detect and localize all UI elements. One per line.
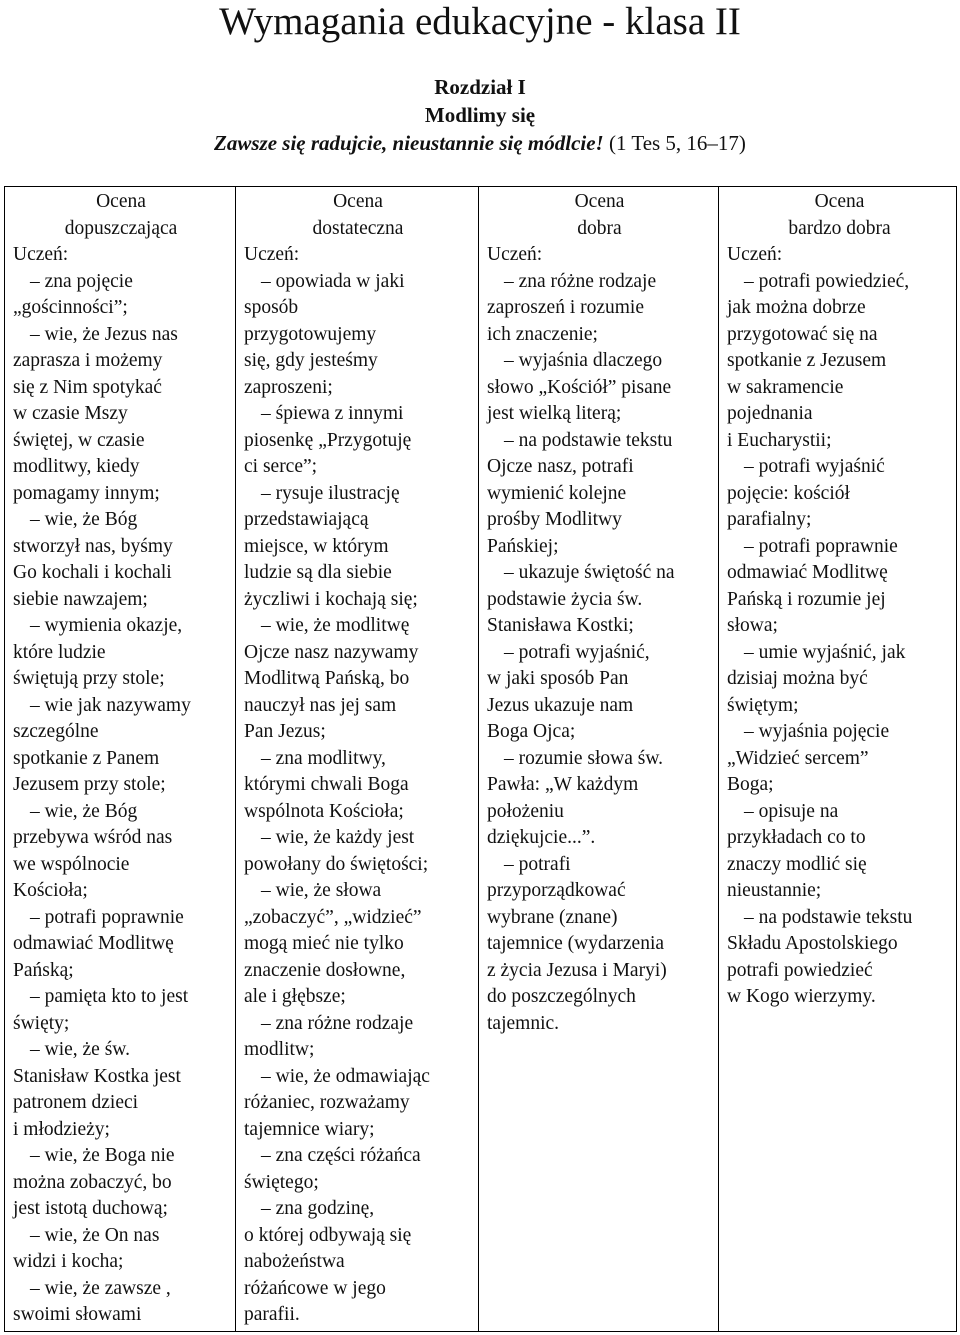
- requirement-line: nauczył nas jej sam: [244, 694, 397, 716]
- requirement-line: – wie jak nazywamy: [30, 694, 191, 716]
- requirement-line: – wyjaśnia pojęcie: [744, 721, 890, 742]
- requirement-line: prośby Modlitwy: [487, 509, 622, 530]
- grade-heading-line: Ocena: [333, 191, 383, 212]
- requirement-line: odmawiać Modlitwę: [13, 933, 174, 954]
- requirement-line: „gościnności”;: [13, 297, 128, 318]
- requirement-line: przygotowujemy: [244, 323, 377, 345]
- requirement-line: – rysuje ilustrację: [261, 482, 400, 504]
- column-grade-very-good: [719, 187, 958, 1331]
- grade-heading-line: Ocena: [814, 191, 865, 212]
- requirement-line: i młodzieży;: [13, 1118, 110, 1140]
- requirement-line: odmawiać Modlitwę: [727, 562, 888, 583]
- requirement-line: przebywa wśród nas: [13, 827, 173, 848]
- requirement-line: – wie, że odmawiając: [261, 1065, 430, 1087]
- requirement-line: – wie, że zawsze ,: [30, 1277, 171, 1299]
- requirement-line: świętym;: [727, 694, 799, 716]
- requirement-line: – opisuje na: [744, 800, 839, 822]
- requirement-line: Kościoła;: [13, 880, 88, 901]
- requirement-line: stworzył nas, byśmy: [13, 535, 173, 557]
- requirement-line: – wie, że Boga nie: [30, 1145, 175, 1166]
- requirement-line: Składu Apostolskiego: [727, 933, 898, 954]
- requirement-line: Modlitwą Pańską, bo: [244, 668, 410, 689]
- requirement-line: – potrafi poprawnie: [744, 535, 898, 557]
- requirement-line: podstawie życia św.: [487, 588, 643, 610]
- requirement-line: różaniec, rozważamy: [244, 1092, 410, 1113]
- requirement-line: – potrafi: [504, 853, 571, 875]
- requirement-line: Pańskiej;: [487, 535, 559, 557]
- student-label: Uczeń:: [727, 244, 783, 265]
- requirement-line: dziękujcie...”.: [487, 827, 596, 848]
- requirement-line: w czasie Mszy: [13, 403, 128, 424]
- requirement-line: święty;: [13, 1012, 70, 1034]
- requirement-line: – wie, że słowa: [261, 880, 382, 901]
- requirement-line: – potrafi wyjaśnić: [744, 456, 885, 477]
- requirement-line: Ojcze nasz, potrafi: [487, 456, 634, 477]
- grade-heading-line: bardzo dobra: [788, 217, 891, 239]
- column-grade-satisfactory: [236, 187, 479, 1331]
- student-label: Uczeń:: [13, 244, 69, 265]
- requirement-line: życzliwi i kochają się;: [244, 588, 418, 610]
- requirement-line: położeniu: [487, 800, 564, 822]
- requirement-line: do poszczególnych: [487, 986, 636, 1007]
- requirement-line: ale i głębsze;: [244, 986, 346, 1007]
- grade-heading-line: dobra: [577, 217, 622, 239]
- requirement-line: z życia Jezusa i Maryi): [487, 959, 667, 981]
- column-grade-sufficient: [5, 187, 236, 1331]
- requirement-line: zaprasza i możemy: [13, 350, 163, 371]
- requirement-line: potrafi powiedzieć: [727, 959, 873, 981]
- requirement-line: można zobaczyć, bo: [13, 1171, 172, 1193]
- requirement-line: jest wielką literą;: [487, 403, 622, 424]
- requirement-line: Pan Jezus;: [244, 721, 326, 742]
- requirement-line: parafialny;: [727, 509, 812, 530]
- page-title: Wymagania edukacyjne - klasa II: [219, 0, 741, 43]
- requirement-line: mogą mieć nie tylko: [244, 933, 404, 954]
- requirement-line: Pawła: „W każdym: [487, 774, 639, 795]
- requirement-line: Go kochali i kochali: [13, 562, 172, 583]
- student-label: Uczeń:: [244, 244, 300, 265]
- requirement-line: Stanisława Kostki;: [487, 615, 634, 636]
- student-label: Uczeń:: [487, 244, 543, 265]
- requirement-line: – potrafi powiedzieć,: [744, 270, 910, 292]
- requirement-line: widzi i kocha;: [13, 1251, 124, 1272]
- requirement-line: – umie wyjaśnić, jak: [744, 641, 906, 663]
- requirement-line: spotkanie z Jezusem: [727, 350, 887, 371]
- requirement-line: ich znaczenie;: [487, 323, 598, 345]
- requirement-line: szczególne: [13, 721, 99, 742]
- requirement-line: nabożeństwa: [244, 1251, 345, 1272]
- requirement-line: – potrafi poprawnie: [30, 906, 184, 928]
- motto-reference: (1 Tes 5, 16–17): [608, 131, 746, 155]
- requirement-line: zaproszeni;: [244, 376, 333, 398]
- requirement-line: modlitwy, kiedy: [13, 456, 140, 477]
- requirement-line: się z Nim spotykać: [13, 376, 162, 398]
- requirement-line: powołany do świętości;: [244, 853, 429, 875]
- requirement-line: miejsce, w którym: [244, 535, 389, 557]
- requirement-line: Boga Ojca;: [487, 721, 576, 742]
- grade-heading-line: dopuszczająca: [64, 217, 178, 239]
- requirement-line: „Widzieć sercem”: [727, 747, 869, 769]
- requirement-line: spotkanie z Panem: [13, 747, 160, 769]
- grade-heading-line: dostateczna: [312, 217, 404, 239]
- requirement-line: znaczy modlić się: [727, 853, 867, 875]
- requirement-line: pojednania: [727, 403, 813, 424]
- requirement-line: – wie, że Jezus nas: [30, 323, 178, 345]
- requirement-line: swoimi słowami: [13, 1304, 142, 1325]
- requirement-line: przykładach co to: [727, 827, 866, 848]
- requirement-line: wybrane (znane): [487, 906, 618, 928]
- requirement-line: – na podstawie tekstu: [744, 906, 913, 928]
- column-grade-good: [479, 187, 719, 1331]
- requirement-line: różańcowe w jego: [244, 1277, 386, 1299]
- requirement-line: modlitw;: [244, 1039, 315, 1060]
- requirement-line: Pańską;: [13, 959, 74, 981]
- requirement-line: – rozumie słowa św.: [504, 747, 664, 769]
- requirement-line: Stanisław Kostka jest: [13, 1065, 181, 1087]
- motto-text: Zawsze się radujcie, nieustannie się módlcie!: [214, 131, 604, 155]
- requirement-line: Ojcze nasz nazywamy: [244, 641, 419, 663]
- requirement-line: Jezusem przy stole;: [13, 774, 166, 795]
- chapter-label: Rozdział I: [434, 75, 526, 99]
- requirement-line: świętego;: [244, 1171, 319, 1193]
- requirement-line: Jezus ukazuje nam: [487, 694, 634, 716]
- requirement-line: – wie, że Bóg: [30, 509, 138, 530]
- requirements-table: [4, 186, 957, 1332]
- requirement-line: w Kogo wierzymy.: [727, 986, 876, 1007]
- requirement-line: – wymienia okazje,: [30, 615, 183, 636]
- requirement-line: i Eucharystii;: [727, 429, 832, 451]
- requirement-line: wspólnota Kościoła;: [244, 800, 404, 822]
- requirement-line: o której odbywają się: [244, 1224, 412, 1246]
- requirement-line: – wie, że św.: [30, 1039, 130, 1060]
- requirement-line: – potrafi wyjaśnić,: [504, 641, 650, 663]
- grade-heading-line: Ocena: [96, 191, 146, 212]
- requirement-line: – śpiewa z innymi: [261, 403, 404, 424]
- requirement-line: piosenkę „Przygotuję: [244, 429, 412, 451]
- requirement-line: – zna modlitwy,: [261, 747, 386, 769]
- requirement-line: jak można dobrze: [727, 297, 866, 318]
- requirement-line: się, gdy jesteśmy: [244, 350, 378, 371]
- requirement-line: we wspólnocie: [13, 853, 130, 875]
- requirement-line: – zna godzinę,: [261, 1198, 375, 1219]
- requirement-line: którymi chwali Boga: [244, 774, 409, 795]
- motto: [0, 129, 960, 157]
- requirement-line: tajemnic.: [487, 1012, 560, 1034]
- grade-heading-line: Ocena: [574, 191, 625, 212]
- requirement-line: zaproszeń i rozumie: [487, 297, 645, 318]
- requirement-line: patronem dzieci: [13, 1092, 139, 1113]
- requirement-line: słowa;: [727, 615, 778, 636]
- requirement-line: Pańską i rozumie jej: [727, 588, 886, 610]
- requirement-line: – zna części różańca: [261, 1145, 421, 1166]
- requirement-line: przyporządkować: [487, 880, 626, 901]
- requirement-line: – zna różne rodzaje: [261, 1012, 414, 1034]
- requirement-line: jest istotą duchową;: [13, 1198, 168, 1219]
- requirement-line: ci serce”;: [244, 456, 318, 477]
- requirement-line: nieustannie;: [727, 880, 822, 901]
- requirement-line: „zobaczyć”, „widzieć”: [244, 906, 422, 928]
- requirement-line: które ludzie: [13, 641, 106, 663]
- requirement-line: – ukazuje świętość na: [504, 562, 675, 583]
- requirement-line: – wie, że modlitwę: [261, 615, 410, 636]
- requirement-line: świętej, w czasie: [13, 429, 145, 451]
- requirement-line: sposób: [244, 297, 299, 318]
- requirement-line: – opowiada w jaki: [261, 270, 405, 292]
- requirement-line: znaczenie dosłowne,: [244, 959, 406, 981]
- requirement-line: dzisiaj można być: [727, 668, 868, 689]
- requirement-line: świętują przy stole;: [13, 668, 165, 689]
- requirement-line: – zna różne rodzaje: [504, 270, 657, 292]
- requirement-line: tajemnice (wydarzenia: [487, 933, 665, 954]
- requirement-line: – wie, że Bóg: [30, 800, 138, 822]
- requirement-line: parafii.: [244, 1304, 300, 1325]
- requirement-line: przedstawiającą: [244, 509, 369, 530]
- requirement-line: wymienić kolejne: [487, 482, 627, 504]
- requirement-line: Boga;: [727, 774, 774, 795]
- requirement-line: słowo „Kościół” pisane: [487, 376, 672, 398]
- requirement-line: przygotować się na: [727, 323, 878, 345]
- requirement-line: pojęcie: kościół: [727, 482, 850, 504]
- requirement-line: – na podstawie tekstu: [504, 429, 673, 451]
- requirement-line: w sakramencie: [727, 376, 844, 398]
- requirement-line: pomagamy innym;: [13, 482, 160, 504]
- requirement-line: siebie nawzajem;: [13, 588, 148, 610]
- requirement-line: – wie, że On nas: [30, 1224, 160, 1246]
- requirement-line: – pamięta kto to jest: [30, 986, 189, 1007]
- requirement-line: tajemnice wiary;: [244, 1118, 375, 1140]
- requirement-line: – wyjaśnia dlaczego: [504, 350, 663, 371]
- requirement-line: ludzie są dla siebie: [244, 562, 392, 583]
- requirement-line: w jaki sposób Pan: [487, 668, 629, 689]
- chapter-title: Modlimy się: [424, 103, 536, 127]
- requirement-line: – wie, że każdy jest: [261, 827, 415, 848]
- requirement-line: – zna pojęcie: [30, 270, 133, 292]
